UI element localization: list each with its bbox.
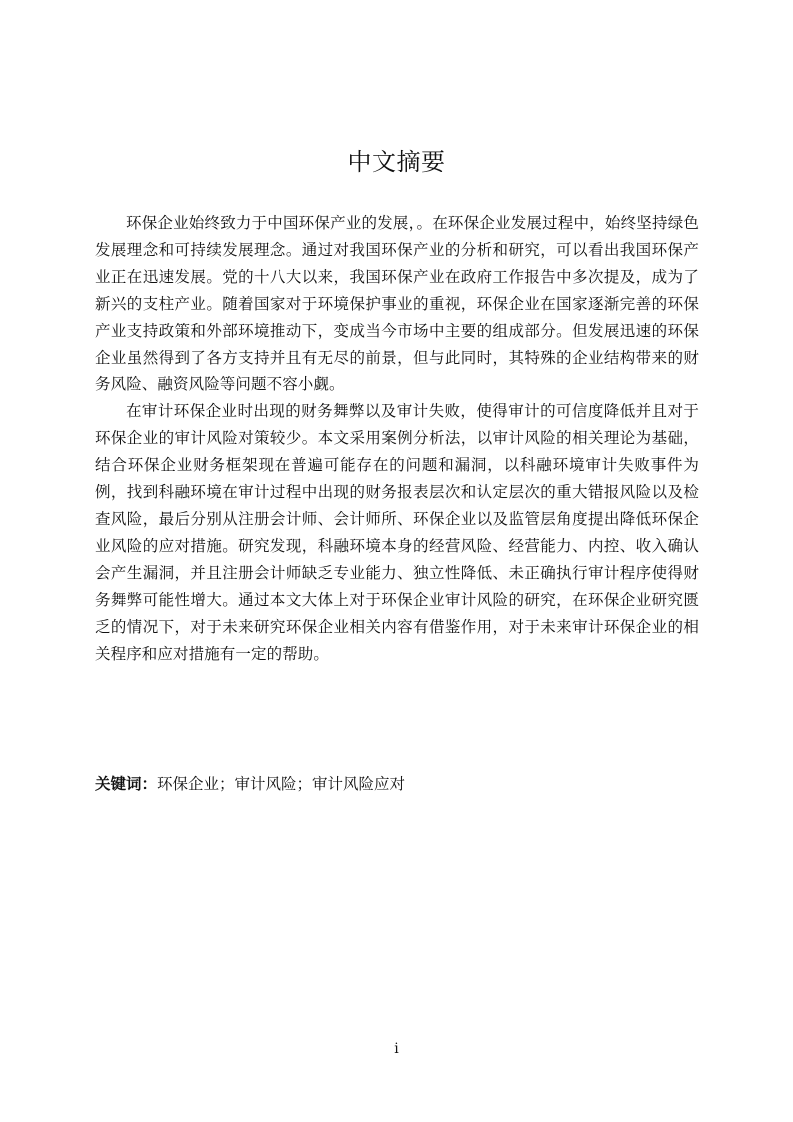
keywords-label: 关键词： xyxy=(95,775,158,793)
page-number: i xyxy=(394,1041,399,1057)
abstract-paragraph-1: 环保企业始终致力于中国环保产业的发展，。在环保企业发展过程中，始终坚持绿色发展理念和可持续发展理念。通过对我国环保产业的分析和研究，可以看出我国环保产业正在迅速发展。党的十八大以来，我国环保产业在政府工作报告中多次提及，成为了新兴的支柱产业。随着国家对于环境保护事业的重视，环保企业在国家逐渐完善的环保产业支持政策和外部环境推动下，变成当今市场中主要的组成部分。但发展迅速的环保企业虽然得到了各方支持并且有无尽的前景，但与此同时，其特殊的企业结构带来的财务风险、融资风险等问题不容小觑。 xyxy=(95,214,699,394)
abstract-body xyxy=(95,210,699,667)
keywords-text: 环保企业；审计风险；审计风险应对 xyxy=(157,775,406,793)
keywords-line xyxy=(95,771,405,797)
abstract-paragraph-2: 在审计环保企业时出现的财务舞弊以及审计失败，使得审计的可信度降低并且对于环保企业的审计风险对策较少。本文采用案例分析法，以审计风险的相关理论为基础，结合环保企业财务框架现在普遍可能存在的问题和漏洞，以科融环境审计失败事件为例，找到科融环境在审计过程中出现的财务报表层次和认定层次的重大错报风险以及检查风险，最后分别从注册会计师、会计师所、环保企业以及监管层角度提出降低环保企业风险的应对措施。研究发现，科融环境本身的经营风险、经营能力、内控、收入确认会产生漏洞，并且注册会计师缺乏专业能力、独立性降低、未正确执行审计程序使得财务舞弊可能性增大。通过本文大体上对于环保企业审计风险的研究，在环保企业研究匮乏的情况下，对于未来研究环保企业相关内容有借鉴作用，对于未来审计环保企业的相关程序和应对措施有一定的帮助。 xyxy=(95,402,699,663)
page-title: 中文摘要 xyxy=(347,148,446,176)
